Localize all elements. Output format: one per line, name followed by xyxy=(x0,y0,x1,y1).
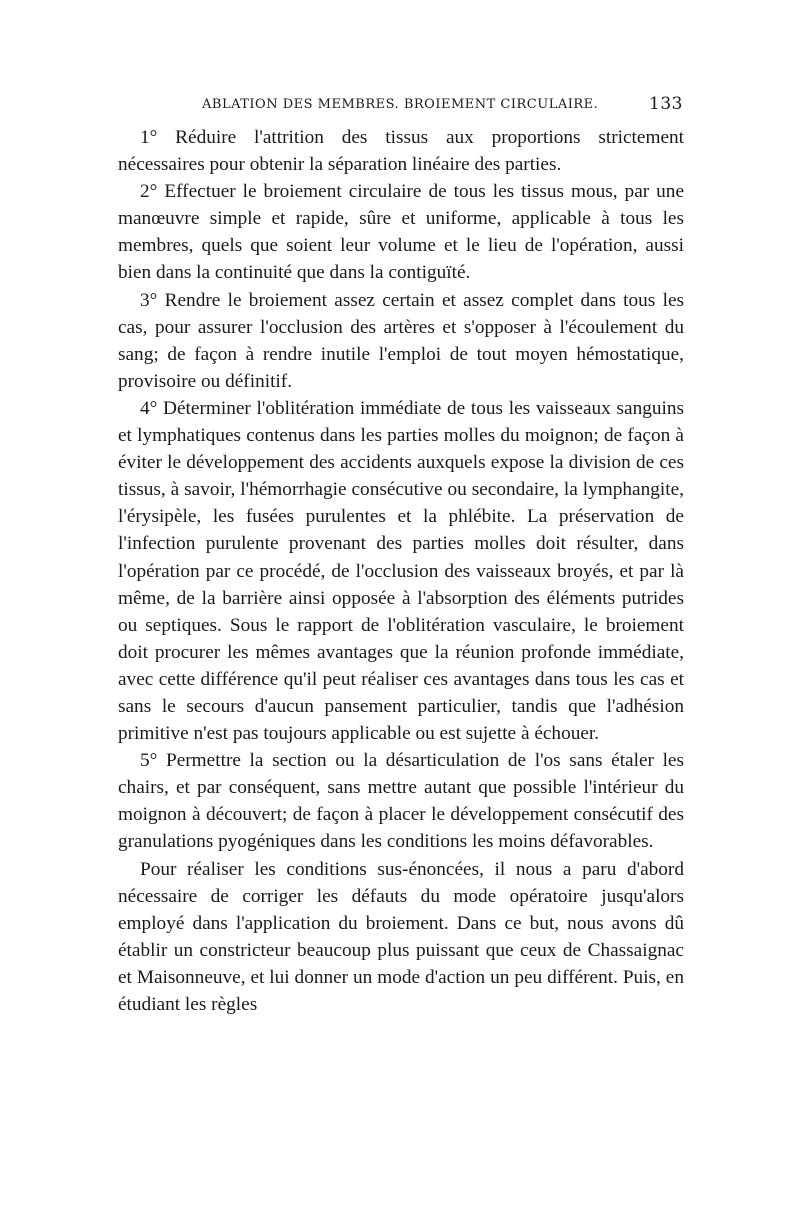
paragraph-condition-1: 1° Réduire l'attrition des tissus aux proportions strictement nécessaires pour obtenir la séparation linéaire des parties. xyxy=(118,127,684,176)
paragraph-method: Pour réaliser les conditions sus-énoncées, il nous a paru d'abord nécessaire de corriger les défauts du mode opératoire jusqu'alors employé dans l'application du broiement. Dans ce but, nous avons dû établir un constricteur beaucoup plus puissant que ceux de Chassaignac et Maisonneuve, et lui donner un mode d'action un peu différent. Puis, en étudiant les règles xyxy=(118,858,684,1015)
page-number: 133 xyxy=(649,94,683,114)
paragraph-condition-3: 3° Rendre le broiement assez certain et assez complet dans tous les cas, pour assurer l'occlusion des artères et s'opposer à l'écoulement du sang; de façon à rendre inutile l'emploi de tout moyen hémostatique, provisoire ou définitif. xyxy=(118,289,684,392)
running-head xyxy=(118,94,683,116)
running-title: ABLATION DES MEMBRES. BROIEMENT CIRCULAIRE. xyxy=(202,97,599,112)
paragraph-condition-2: 2° Effectuer le broiement circulaire de tous les tissus mous, par une manœuvre simple et rapide, sûre et uniforme, applicable à tous les membres, quels que soient leur volume et le lieu de l'opération, aussi bien dans la continuité que dans la contiguïté. xyxy=(118,181,684,284)
paragraph-condition-5: 5° Permettre la section ou la désarticulation de l'os sans étaler les chairs, et par conséquent, sans mettre autant que possible l'intérieur du moignon à découvert; de façon à placer le développement consécutif des granulations pyogéniques dans les conditions les moins défavorables. xyxy=(118,750,684,853)
body-text xyxy=(118,124,684,1018)
paragraph-condition-4: 4° Déterminer l'oblitération immédiate de tous les vaisseaux sanguins et lymphatiques contenus dans les parties molles du moignon; de façon à éviter le développement des accidents auxquels expose la division de ces tissus, à savoir, l'hémorrhagie consécutive ou secondaire, la lymphangite, l'érysipèle, les fusées purulentes et la phlébite. La préservation de l'infection purulente provenant des parties molles doit résulter, dans l'opération par ce procédé, de l'occlusion des vaisseaux broyés, et par là même, de la barrière ainsi opposée à l'absorption des éléments putrides ou septiques. Sous le rapport de l'oblitération vasculaire, le broiement doit procurer les mêmes avantages que la réunion profonde immédiate, avec cette différence qu'il peut réaliser ces avantages dans tous les cas et sans le secours d'aucun pansement particulier, tandis que l'adhésion primitive n'est pas toujours applicable ou est sujette à échouer. xyxy=(118,397,684,745)
